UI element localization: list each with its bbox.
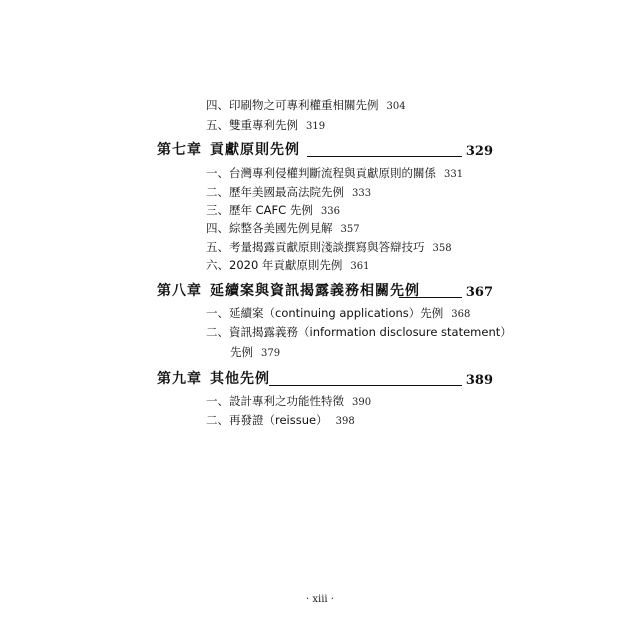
toc-entry	[206, 412, 355, 430]
entry-label: 四、印刷物之可專利權重相關先例	[206, 98, 379, 112]
entry-page: 336	[320, 206, 340, 217]
entry-page: 398	[335, 416, 355, 427]
chapter-number: 第七章	[157, 142, 202, 158]
toc-entry	[206, 117, 325, 135]
entry-page: 333	[352, 188, 372, 199]
toc-entry	[206, 184, 371, 202]
chapter-title: 延續案與資訊揭露義務相關先例	[210, 283, 420, 299]
entry-page: 361	[350, 261, 370, 272]
chapter-rule	[269, 385, 462, 386]
toc-entry	[206, 220, 360, 238]
chapter-number: 第九章	[157, 371, 202, 387]
entry-page: 331	[444, 169, 464, 180]
toc-entry	[206, 165, 463, 183]
entry-label: 五、雙重專利先例	[206, 118, 298, 132]
entry-page: 379	[261, 348, 281, 359]
entry-label: 一、台灣專利侵權判斷流程與貢獻原則的關係	[206, 166, 436, 180]
entry-page: 319	[306, 121, 326, 132]
entry-label: 三、歷年 CAFC 先例	[206, 203, 313, 217]
entry-label: 一、設計專利之功能性特徵	[206, 394, 344, 408]
chapter-page: 329	[465, 144, 493, 159]
toc-entry	[206, 239, 452, 257]
entry-label: 五、考量揭露貢獻原則淺談撰寫與答辯技巧	[206, 240, 425, 254]
toc-entry	[206, 393, 371, 411]
entry-page: 357	[340, 224, 360, 235]
chapter-page: 389	[465, 373, 493, 388]
entry-page: 304	[386, 101, 406, 112]
chapter-page: 367	[465, 285, 493, 300]
chapter-rule	[307, 156, 462, 157]
chapter-heading	[157, 139, 493, 161]
entry-page: 390	[352, 397, 372, 408]
entry-page: 358	[432, 243, 452, 254]
entry-label: 二、資訊揭露義務（information disclosure statement）	[206, 325, 512, 339]
entry-label: 六、2020 年貢獻原則先例	[206, 258, 343, 272]
chapter-title: 貢獻原則先例	[210, 142, 300, 158]
chapter-title: 其他先例	[210, 371, 270, 387]
toc-entry	[206, 305, 470, 323]
chapter-number: 第八章	[157, 283, 202, 299]
chapter-heading	[157, 280, 493, 302]
entry-label: 二、再發證（reissue）	[206, 413, 328, 427]
entry-label: 先例	[230, 345, 253, 359]
toc-entry	[206, 97, 406, 115]
page-number: · xiii ·	[306, 594, 334, 605]
entry-page: 368	[451, 309, 471, 320]
toc-entry	[206, 202, 340, 220]
chapter-rule	[399, 297, 462, 298]
entry-label: 二、歷年美國最高法院先例	[206, 185, 344, 199]
entry-label: 四、綜整各美國先例見解	[206, 221, 333, 235]
toc-entry	[206, 257, 370, 275]
entry-label: 一、延續案（continuing applications）先例	[206, 306, 444, 320]
toc-entry	[206, 324, 512, 340]
chapter-heading	[157, 368, 493, 390]
toc-entry-continuation	[230, 344, 280, 362]
